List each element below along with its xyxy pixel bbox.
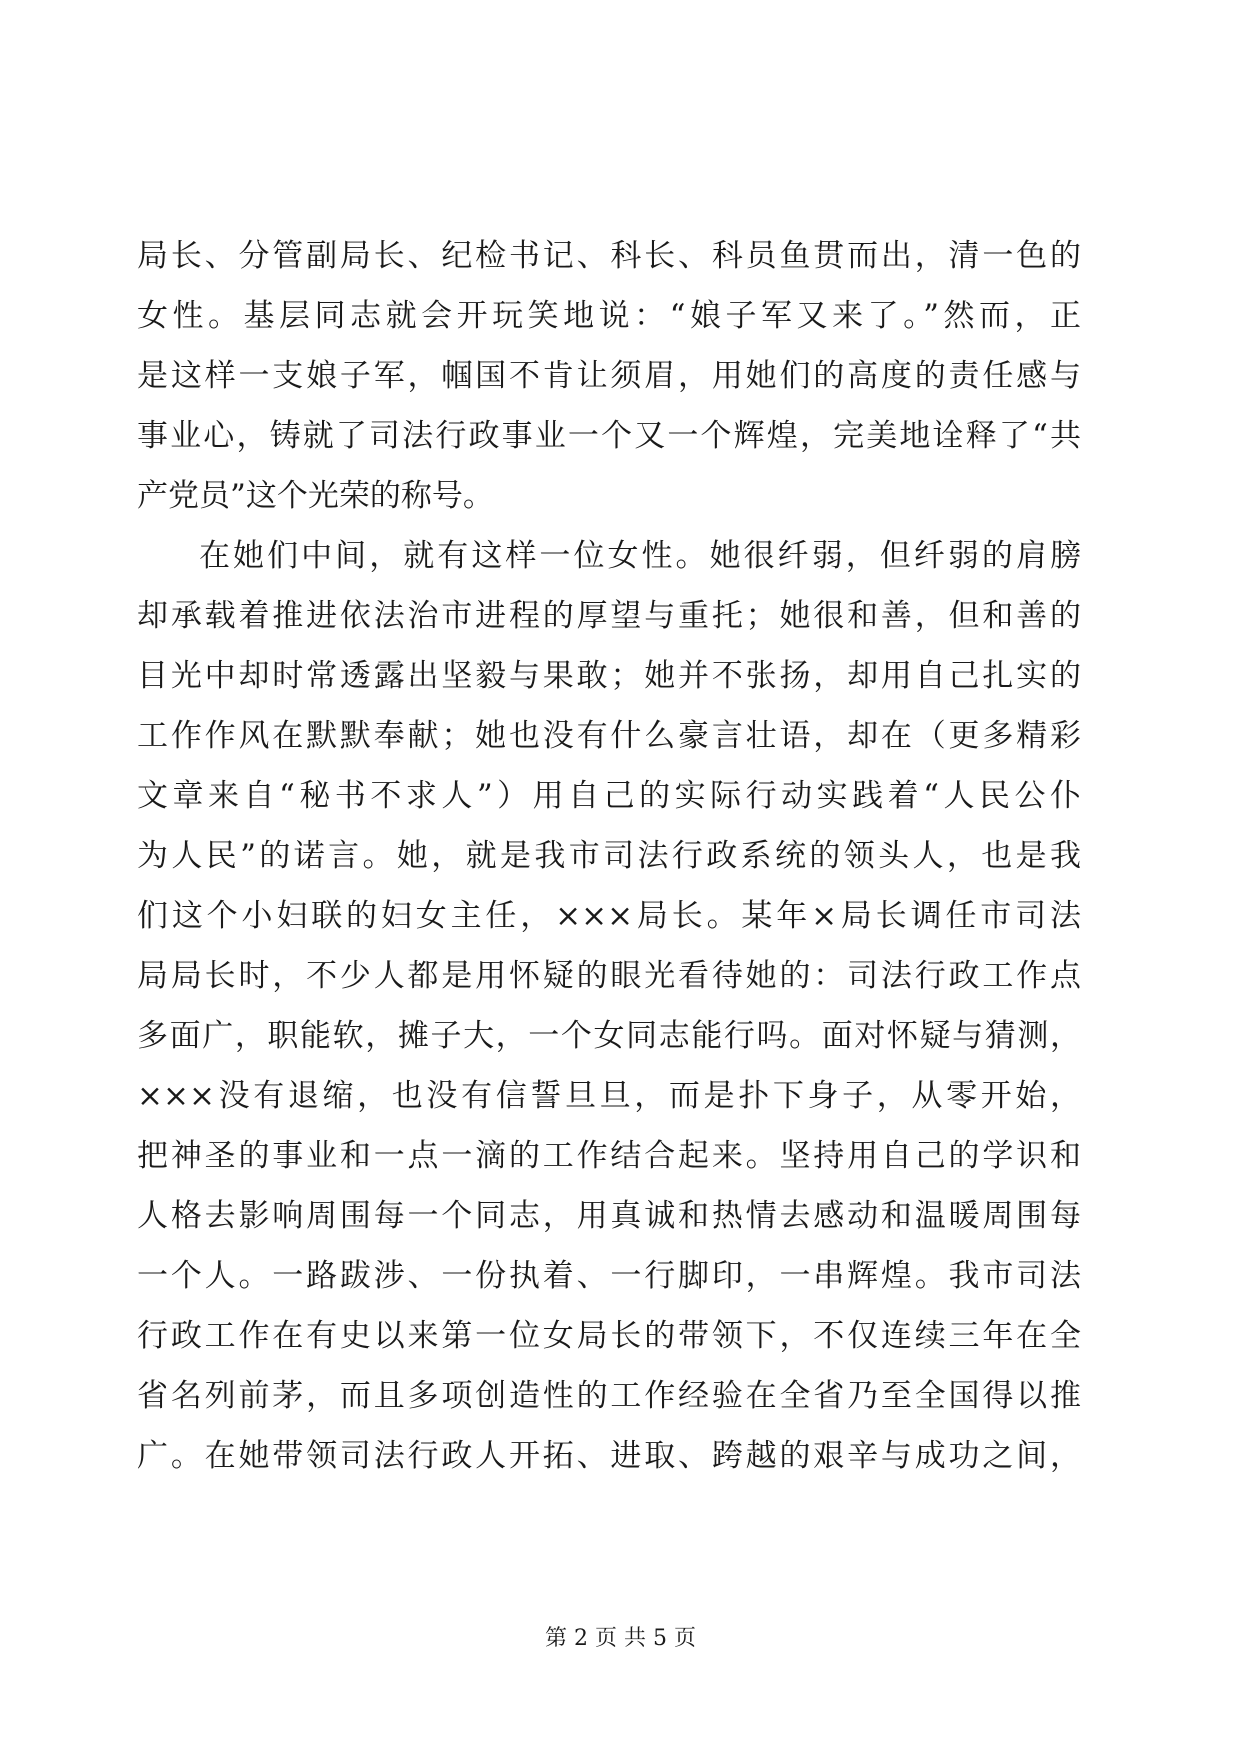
- text-line: ×××没有退缩，也没有信誓旦旦，而是扑下身子，从零开始，: [137, 1078, 1081, 1114]
- body-text: [137, 226, 1081, 1486]
- text-line: 多面广，职能软，摊子大，一个女同志能行吗。面对怀疑与猜测，: [137, 1018, 1081, 1054]
- text-line: 为人民”的诺言。她，就是我市司法行政系统的领头人，也是我: [137, 838, 1081, 874]
- text-line: 是这样一支娘子军，帼国不肯让须眉，用她们的高度的责任感与: [137, 358, 1081, 394]
- page-footer: [0, 1624, 1241, 1654]
- text-line: 行政工作在有史以来第一位女局长的带领下，不仅连续三年在全: [137, 1318, 1081, 1354]
- text-line: 工作作风在默默奉献；她也没有什么豪言壮语，却在（更多精彩: [137, 718, 1081, 754]
- text-line: 广。在她带领司法行政人开拓、进取、跨越的艰辛与成功之间，: [137, 1438, 1081, 1474]
- text-line: 在她们中间，就有这样一位女性。她很纤弱，但纤弱的肩膀: [199, 538, 1081, 574]
- text-line: 事业心，铸就了司法行政事业一个又一个辉煌，完美地诠释了“共: [137, 418, 1081, 454]
- text-line: 局长、分管副局长、纪检书记、科长、科员鱼贯而出，清一色的: [137, 238, 1081, 274]
- text-line: 文章来自“秘书不求人”）用自己的实际行动实践着“人民公仆: [137, 778, 1081, 814]
- text-line: 局局长时，不少人都是用怀疑的眼光看待她的：司法行政工作点: [137, 958, 1081, 994]
- page-number: 第 2 页 共 5 页: [545, 1626, 696, 1651]
- text-line: 目光中却时常透露出坚毅与果敢；她并不张扬，却用自己扎实的: [137, 658, 1081, 694]
- text-line: 女性。基层同志就会开玩笑地说：“娘子军又来了。”然而，正: [137, 298, 1081, 334]
- paragraph-2: [137, 526, 1081, 1486]
- text-line: 一个人。一路跋涉、一份执着、一行脚印，一串辉煌。我市司法: [137, 1258, 1081, 1294]
- text-line: 省名列前茅，而且多项创造性的工作经验在全省乃至全国得以推: [137, 1378, 1081, 1414]
- text-line: 产党员”这个光荣的称号。: [137, 478, 494, 514]
- text-line: 却承载着推进依法治市进程的厚望与重托；她很和善，但和善的: [137, 598, 1081, 634]
- text-line: 们这个小妇联的妇女主任，×××局长。某年×局长调任市司法: [137, 898, 1081, 934]
- text-line: 人格去影响周围每一个同志，用真诚和热情去感动和温暖周围每: [137, 1198, 1081, 1234]
- text-line: 把神圣的事业和一点一滴的工作结合起来。坚持用自己的学识和: [137, 1138, 1081, 1174]
- paragraph-1: [137, 226, 1081, 526]
